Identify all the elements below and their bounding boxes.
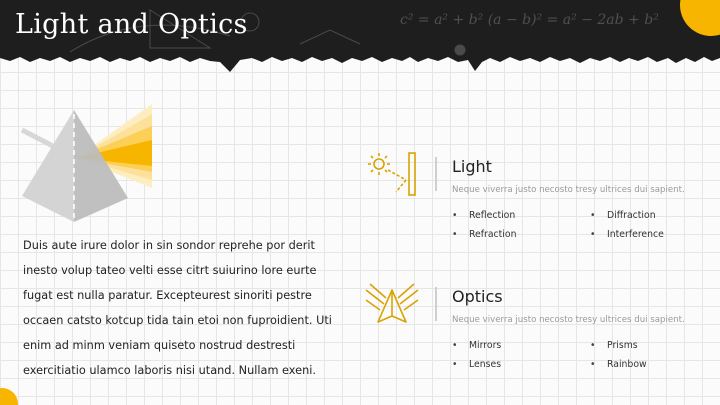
topic-title-light: Light	[452, 157, 492, 176]
chalk-formula-decoration: c² = a² + b² (a − b)² = a² − 2ab + b²	[400, 12, 659, 28]
page-title: Light and Optics	[15, 9, 248, 40]
topic-description-light: Neque viverra justo necosto tresy ultrices dui sapient.	[452, 185, 685, 195]
bullet-item: • Diffraction	[590, 210, 656, 221]
topic-divider	[435, 157, 437, 191]
body-paragraph: Duis aute irure dolor in sin sondor reprehe por derit inesto volup tateo velti esse citrt suiurino lore eurte fugat est nulla paratur. Excepteurest sinoriti pestre occaen catsto kotcup tida tain etoi non fuproidient. Uti enim ad minm veniam quiseto nostrud destresti exercitiatio ulamco laboris nisi utand. Nullam exeni.	[23, 239, 332, 377]
light-source-icon	[366, 150, 420, 198]
bullet-item: • Refraction	[452, 229, 516, 240]
optics-prism-icon	[364, 280, 420, 328]
bullet-item: • Lenses	[452, 359, 501, 370]
bullet-item: • Prisms	[590, 340, 638, 351]
topic-description-optics: Neque viverra justo necosto tresy ultrices dui sapient.	[452, 315, 685, 325]
prism-illustration	[20, 100, 160, 230]
bullet-item: • Reflection	[452, 210, 515, 221]
topic-divider	[435, 287, 437, 321]
topic-title-optics: Optics	[452, 287, 503, 306]
bullet-item: • Interference	[590, 229, 664, 240]
bullet-item: • Rainbow	[590, 359, 647, 370]
bullet-item: • Mirrors	[452, 340, 501, 351]
header-banner	[0, 0, 720, 75]
decorative-circle-bottom-left	[0, 388, 18, 405]
